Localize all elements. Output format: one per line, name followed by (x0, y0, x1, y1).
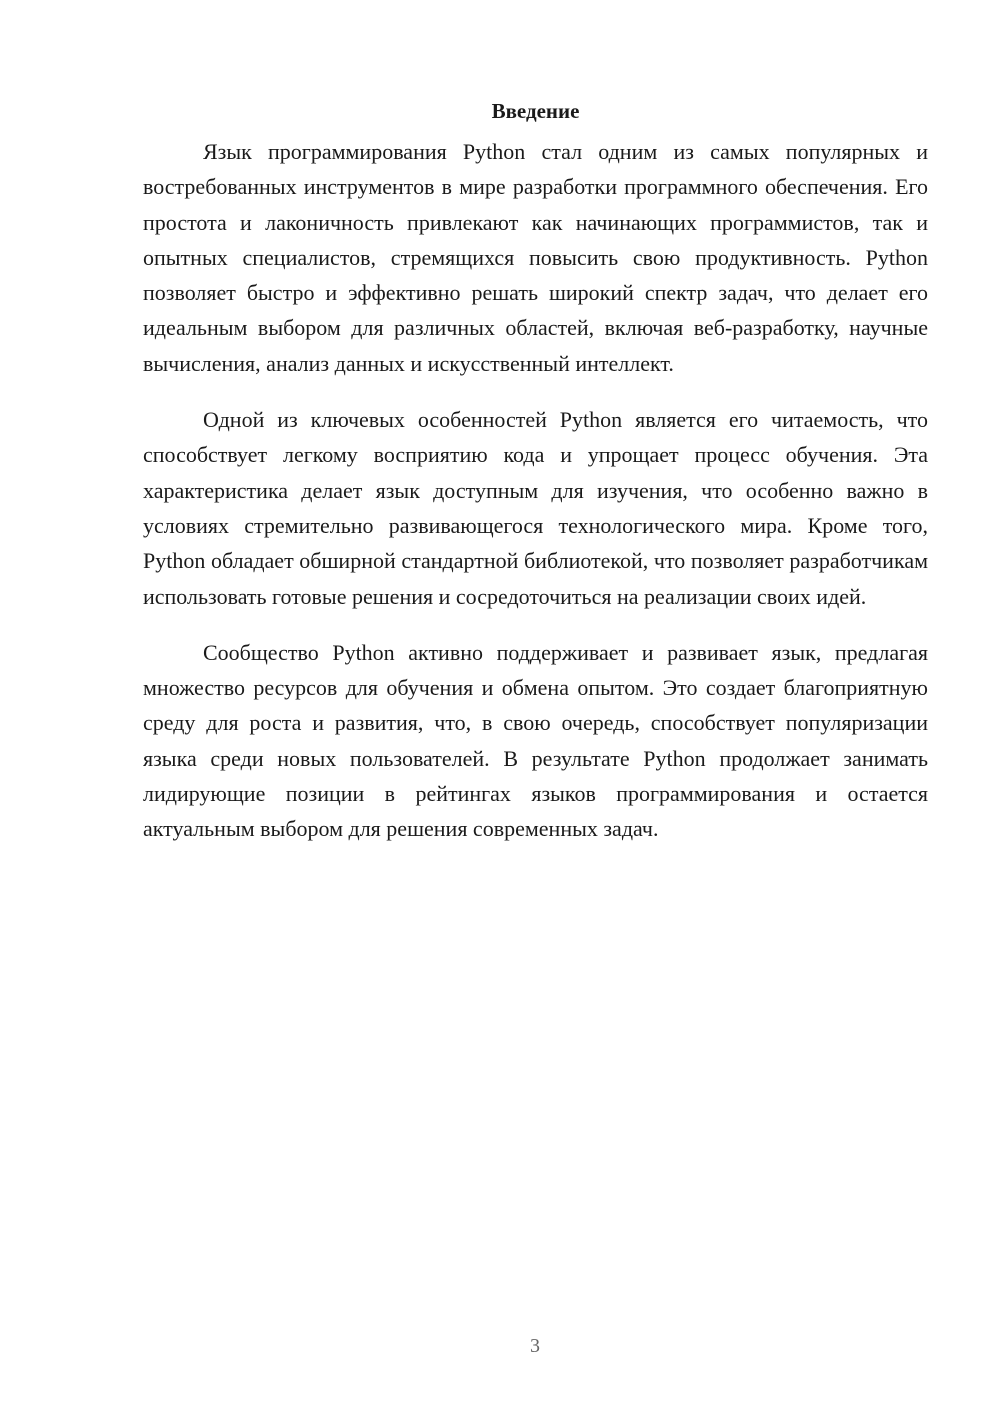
page-content (143, 96, 928, 868)
paragraph-3: Сообщество Python активно поддерживает и развивает язык, предлагая множество ресурсов для обучения и обмена опытом. Это создает благоприятную среду для роста и развития, что, в свою очередь, способствует популяризации языка среди новых пользователей. В результате Python продолжает занимать лидирующие позиции в рейтингах языков программирования и остается актуальным выбором для решения современных задач. (143, 639, 928, 842)
page-number: 3 (530, 1335, 540, 1357)
section-title: Введение (491, 99, 580, 123)
paragraph-2: Одной из ключевых особенностей Python является его читаемость, что способствует легкому восприятию кода и упрощает процесс обучения. Эта характеристика делает язык доступным для изучения, что особенно важно в условиях стремительно развивающегося технологического мира. Кроме того, Python обладает обширной стандартной библиотекой, что позволяет разработчикам использовать готовые решения и сосредоточиться на реализации своих идей. (143, 407, 928, 609)
paragraph-1: Язык программирования Python стал одним из самых популярных и востребованных инструментов в мире разработки программного обеспечения. Его простота и лаконичность привлекают как начинающих программистов, так и опытных специалистов, стремящихся повысить свою продуктивность. Python позволяет быстро и эффективно решать широкий спектр задач, что делает его идеальным выбором для различных областей, включая веб-разработку, научные вычисления, анализ данных и искусственный интеллект. (143, 139, 928, 376)
